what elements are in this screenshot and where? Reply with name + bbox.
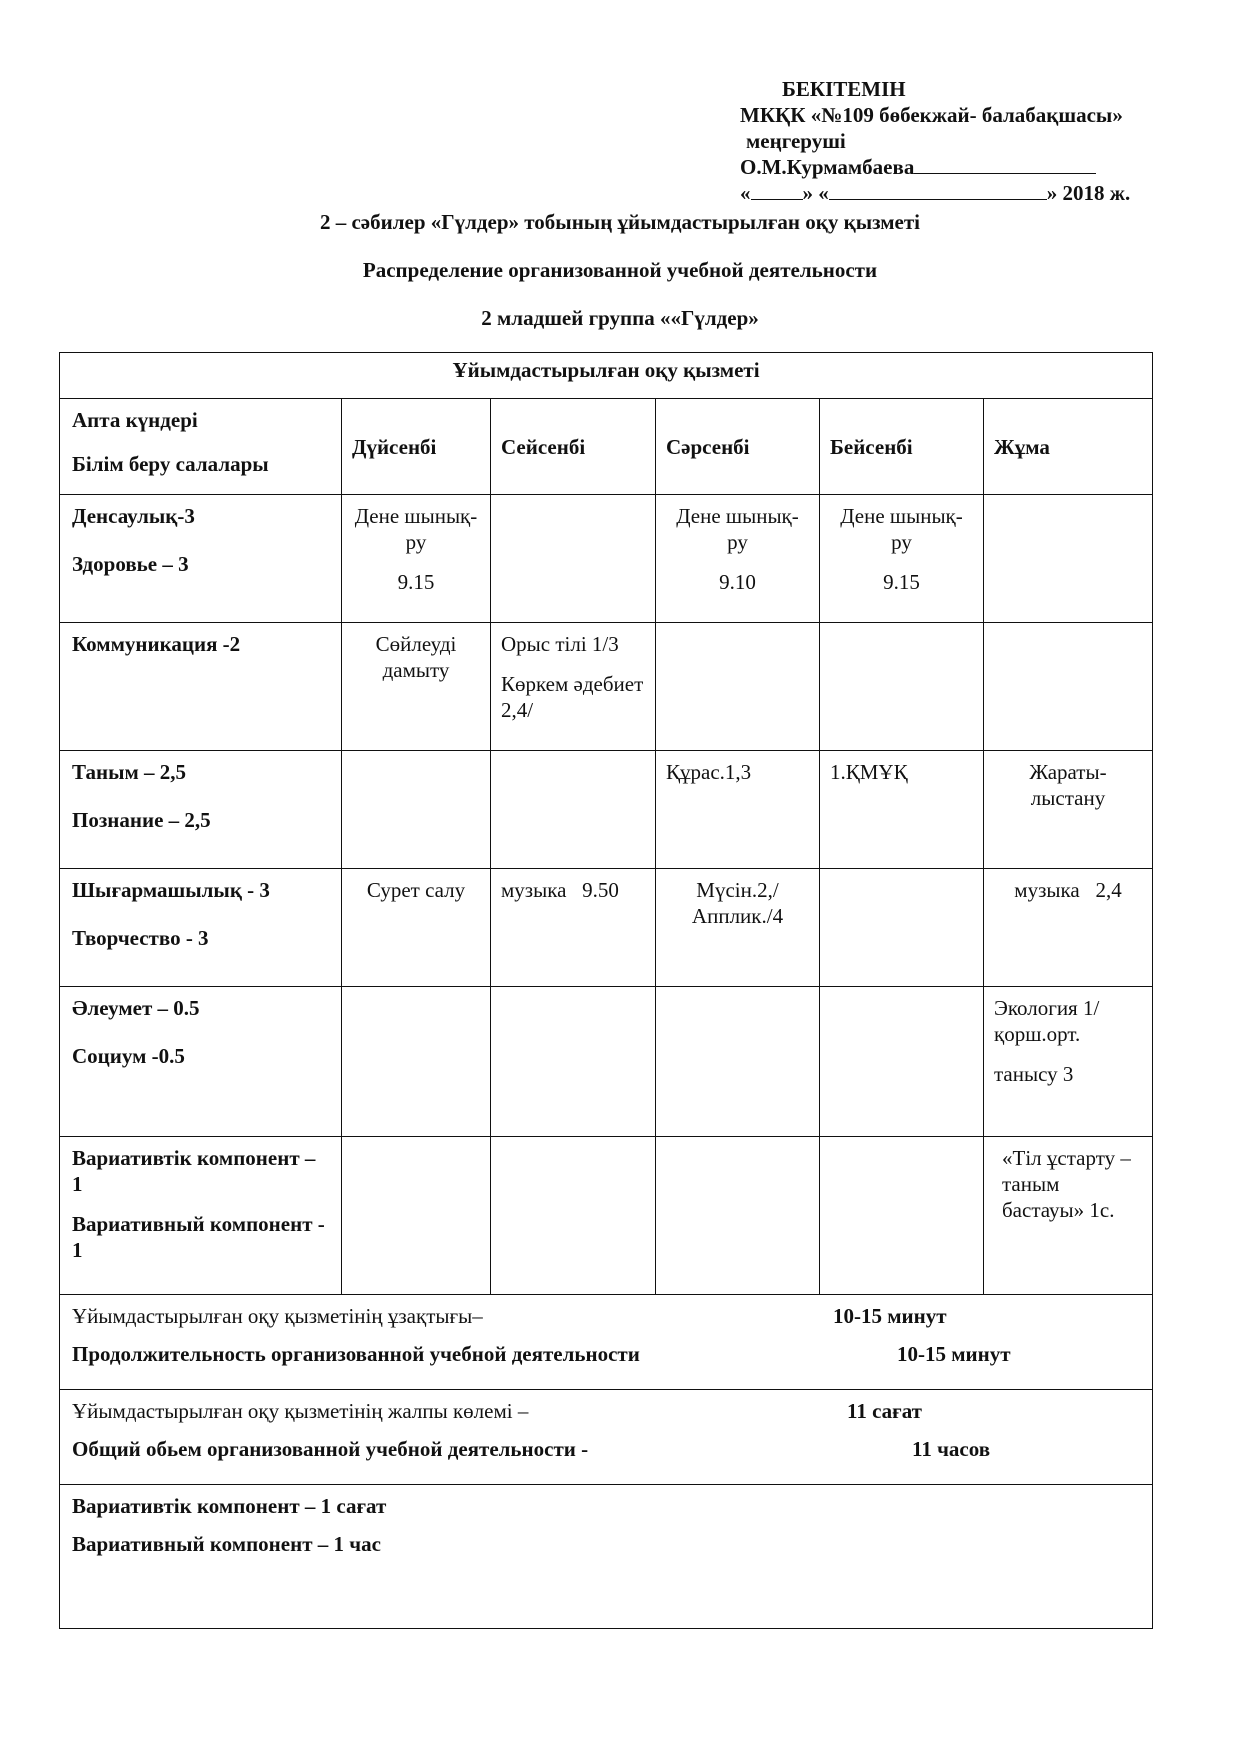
cell-society-wednesday [656,987,820,1137]
cell-cognition-thursday: 1.ҚМҰҚ [820,751,984,869]
day-friday: Жұма [984,399,1153,495]
cell-variative-monday [342,1137,491,1295]
day-thursday: Бейсенбі [820,399,984,495]
approval-name: О.М.Курмамбаева [740,155,915,179]
table-row [60,1390,1153,1485]
cell-communication-friday [984,623,1153,751]
cell-cognition-tuesday [491,751,656,869]
cell-communication-wednesday [656,623,820,751]
cell-creativity-friday: музыка 2,4 [984,869,1153,987]
cell-society-friday: Экология 1/ қорш.орт. танысу 3 [984,987,1153,1137]
cell-variative-thursday [820,1137,984,1295]
area-variative: Вариативтік компонент – 1 Вариативный компонент - 1 [60,1137,342,1295]
table-row [60,1295,1153,1390]
cell-creativity-monday: Сурет салу [342,869,491,987]
approval-heading: БЕКІТЕМІН [782,77,906,101]
cell-variative-tuesday [491,1137,656,1295]
cell-variative-friday: «Тіл ұстарту – таным бастауы» 1с. [984,1137,1153,1295]
area-society: Әлеумет – 0.5 Социум -0.5 [60,987,342,1137]
day-wednesday: Сәрсенбі [656,399,820,495]
cell-health-monday: Дене шынық-ру 9.15 [342,495,491,623]
table-row [60,869,1153,987]
cell-health-friday [984,495,1153,623]
cell-creativity-wednesday: Мүсін.2,/ Апплик./4 [656,869,820,987]
day-tuesday: Сейсенбі [491,399,656,495]
table-row [60,1485,1153,1629]
cell-creativity-tuesday: музыка 9.50 [491,869,656,987]
table-row [60,1137,1153,1295]
table-row [60,495,1153,623]
cell-cognition-monday [342,751,491,869]
approval-org: МКҚК «№109 бөбекжай- балабақшасы» [740,103,1123,127]
table-main-header: Ұйымдастырылған оқу қызметі [60,353,1153,399]
table-row [60,751,1153,869]
title-group: 2 младшей группа ««Гүлдер» [481,306,759,330]
cell-communication-monday: Сөйлеуді дамыту [342,623,491,751]
approval-date-line: « » « » 2018 ж. [740,181,1131,205]
variative-total-cell: Вариативтік компонент – 1 сағат Вариативный компонент – 1 час [60,1485,1153,1629]
cell-creativity-thursday [820,869,984,987]
approval-block [740,76,1180,206]
corner-cell: Апта күндері Білім беру салалары [60,399,342,495]
area-creativity: Шығармашылық - 3 Творчество - 3 [60,869,342,987]
cell-cognition-wednesday: Құрас.1,3 [656,751,820,869]
volume-cell: Ұйымдастырылған оқу қызметінің жалпы көлемі – 11 сағат Общий обьем организованной учебной деятельности - 11 часов [60,1390,1153,1485]
schedule-table [59,352,1153,1629]
cell-variative-wednesday [656,1137,820,1295]
table-row [60,987,1153,1137]
cell-health-tuesday [491,495,656,623]
cell-health-wednesday: Дене шынық-ру 9.10 [656,495,820,623]
day-monday: Дүйсенбі [342,399,491,495]
approval-role: меңгеруші [746,129,846,153]
cell-cognition-friday: Жараты-лыстану [984,751,1153,869]
approval-signature-line [740,154,1180,180]
cell-society-thursday [820,987,984,1137]
area-cognition: Таным – 2,5 Познание – 2,5 [60,751,342,869]
duration-cell: Ұйымдастырылған оқу қызметінің ұзақтығы– 10-15 минут Продолжительность организованной учебной деятельности 10-15 минут [60,1295,1153,1390]
title-ru: Распределение организованной учебной деятельности [362,258,878,282]
title-kz: 2 – сәбилер «Гүлдер» тобының ұйымдастырылған оқу қызметі [319,210,921,234]
area-communication: Коммуникация -2 [60,623,342,751]
cell-society-tuesday [491,987,656,1137]
table-row [60,623,1153,751]
cell-health-thursday: Дене шынық-ру 9.15 [820,495,984,623]
cell-communication-thursday [820,623,984,751]
cell-society-monday [342,987,491,1137]
cell-communication-tuesday: Орыс тілі 1/3 Көркем әдебиет 2,4/ [491,623,656,751]
area-health: Денсаулық-3 Здоровье – 3 [60,495,342,623]
